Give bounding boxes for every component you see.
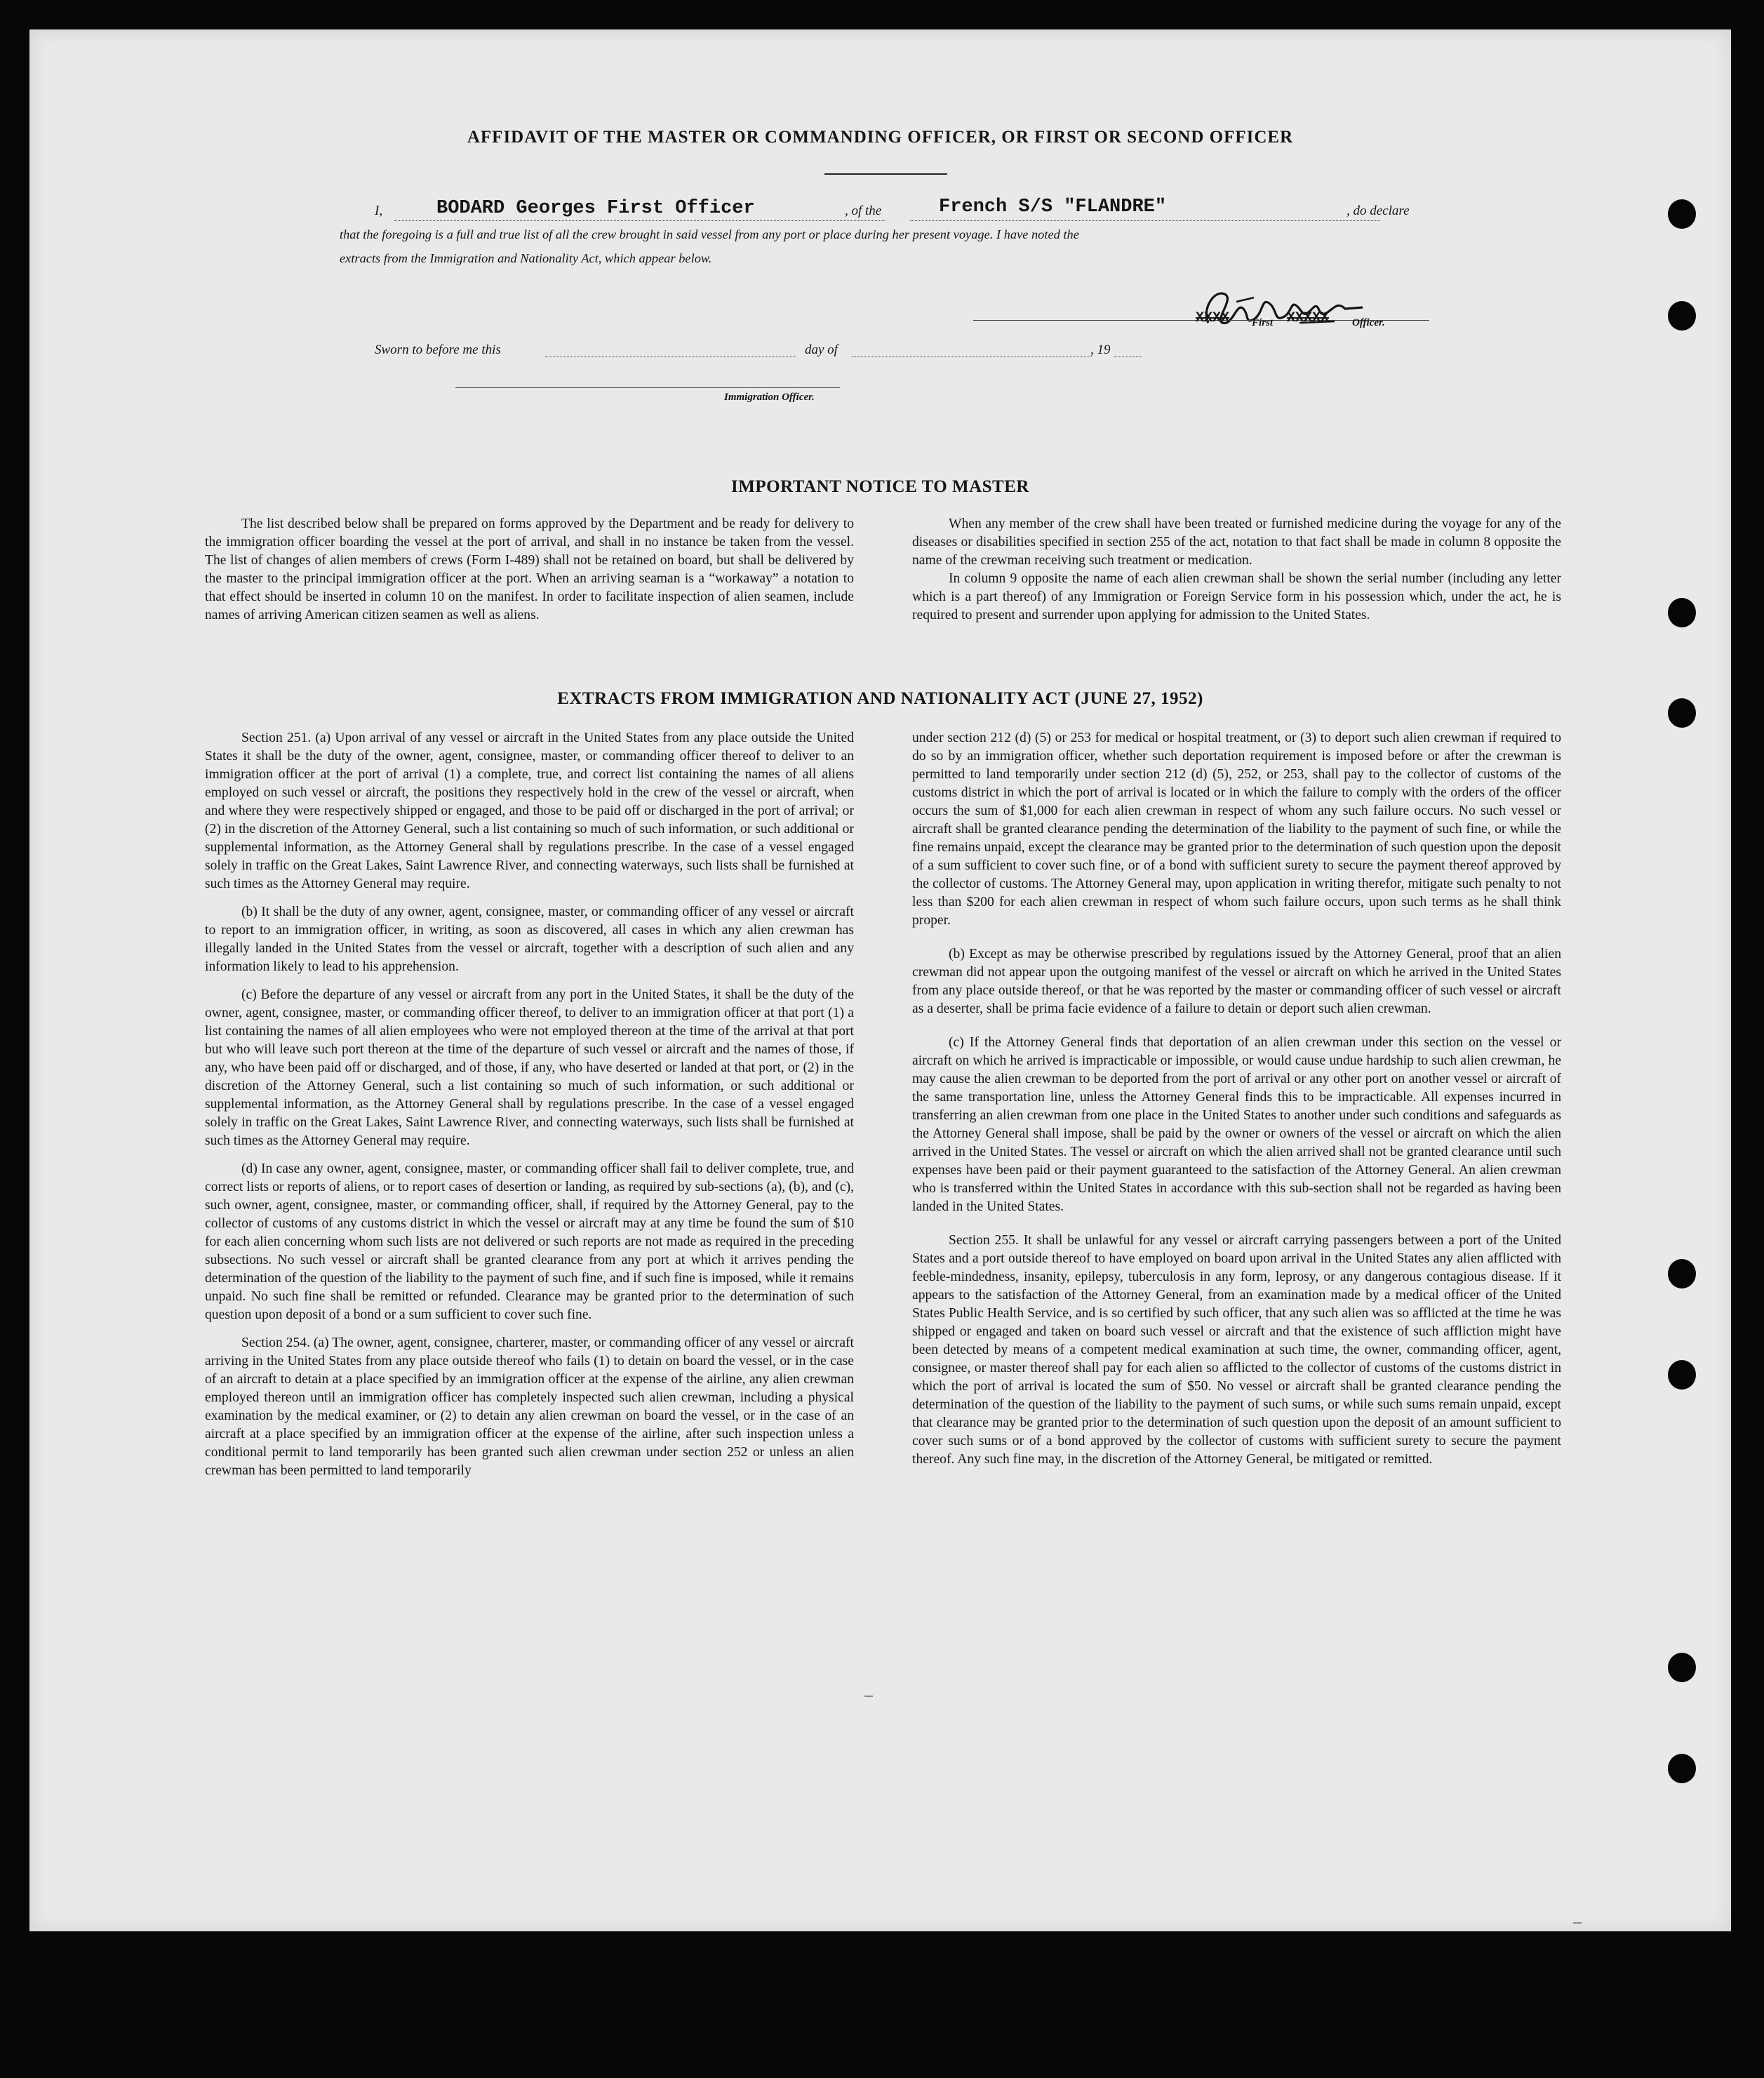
extracts-left-column <box>205 729 854 1480</box>
do-declare-label: , do declare <box>1347 204 1410 218</box>
title-underline <box>824 173 947 175</box>
signature-officer-label: Officer. <box>1352 317 1385 328</box>
notice-right-column <box>912 515 1561 625</box>
act-section: (b) Except as may be otherwise prescribed by regulations issued by the Attorney General, proof that an alien crewman did not appear upon the outgoing manifest of the vessel or aircraft on which he arrived in the United States from any place outside thereof, or that he was reported by the master or commanding officer of such vessel or aircraft as a deserter, shall be prima facie evidence of a failure to detain or deport such alien crewman. <box>912 947 1561 1016</box>
year-label: , 19 <box>1090 342 1111 357</box>
act-section: (c) If the Attorney General finds that deportation of an alien crewman under this section on the vessel or aircraft on which he arrived is impracticable or impossible, or would cause undue hardship to such alien crewman, he may cause the alien crewman to be deported from the port of arrival or any other port on another vessel or aircraft of the same transportation line, unless the Attorney General finds this to be impracticable. All expenses incurred in transferring an alien crewman from one place in the United States to another under such conditions and safeguards as the Attorney General shall impose, shall be paid by the owner or owners of the vessel or aircraft on which the alien arrived in the United States. The vessel or aircraft on which the alien arrived shall not be granted clearance until such expenses have been paid or their payment guaranteed to the satisfaction of the Attorney General. An alien crewman who is transferred within the United States in accordance with this sub-section shall not be regarded as having been landed in the United States. <box>912 1035 1561 1214</box>
margin-mark <box>1573 1922 1582 1924</box>
margin-mark <box>864 1696 873 1697</box>
signature-first-label: First <box>1252 317 1274 328</box>
day-of-label: day of <box>805 342 838 357</box>
punch-hole <box>1668 1360 1696 1390</box>
act-section: Section 254. (a) The owner, agent, consignee, charterer, master, or commanding officer of any vessel or aircraft arriving in the United States from any place outside thereof who fails (1) to detain on board the vessel, or in the case of an aircraft to detain at a place specified by an immigration officer at the expense of the airline, any alien crewman employed thereon until an immigration officer has completely inspected such alien crewman, including a physical examination by the medical examiner, or (2) to detain any alien crewman on board the vessel, or in the case of an aircraft at a place specified by an immigration officer at the expense of the airline, after such inspection unless a conditional permit to land temporarily has been granted such alien crewman under section 252 or unless an alien crewman has been permitted to land temporarily <box>205 1336 854 1478</box>
officer-name-field: BODARD Georges First Officer <box>436 198 755 219</box>
vessel-line <box>910 220 1380 221</box>
notice-paragraph: When any member of the crew shall have been treated or furnished medicine during the voyage for any of the diseases or disabilities specified in section 255 of the act, notation to that fact shall be made in column 8 opposite the name of the crewman receiving such treatment or medication. <box>912 517 1561 568</box>
declaration-i: I, <box>375 204 383 218</box>
immigration-officer-line <box>455 387 840 388</box>
notice-left-column <box>205 515 854 625</box>
punch-hole <box>1668 1754 1696 1783</box>
immigration-officer-label: Immigration Officer. <box>724 392 815 403</box>
notice-paragraph: The list described below shall be prepared on forms approved by the Department and be ready for delivery to the immigration officer boarding the vessel at the port of arrival, and shall in no instance be taken from the vessel. The list of changes of alien members of crews (Form I-489) shall not be retained on board, but shall be delivered by the master to the principal immigration officer at the port. When an arriving seaman is a “workaway” a notation to that effect should be inserted in column 10 on the manifest. In order to facilitate inspection of alien seamen, include names of arriving American citizen seamen as well as aliens. <box>205 517 854 622</box>
struck-text: XXXXX <box>1287 310 1330 326</box>
vessel-name-field: French S/S "FLANDRE" <box>939 197 1167 218</box>
struck-text: XXXX <box>1196 310 1230 326</box>
punch-hole <box>1668 1653 1696 1682</box>
declaration-line-2: that the foregoing is a full and true list of all the crew brought in said vessel from any port or place during her present voyage. I have noted the <box>340 227 1079 241</box>
extracts-right-column <box>912 729 1561 1469</box>
punch-hole <box>1668 301 1696 331</box>
of-the-label: , of the <box>845 204 882 218</box>
act-section: (d) In case any owner, agent, consignee, master, or commanding officer shall fail to deliver complete, true, and correct lists or reports of aliens, or to report cases of desertion or landing, as required by sub-sections (a), (b), and (c), such owner, agent, consignee, master, or commanding officer, shall, if required by the Attorney General, pay to the collector of customs of any customs district in which the vessel or aircraft may at any time be found the sum of $10 for each alien concerning whom such lists are not delivered or such reports are not made as required in the preceding subsections. No such vessel or aircraft shall be granted clearance from any port at which it arrives pending the determination of the question of the liability to the payment of such fine, and if such fine is imposed, while it remains unpaid. No such fine shall be remitted or refunded. Clearance may be granted prior to the determination of such question upon deposit of a bond or a sum sufficient to cover such fine. <box>205 1161 854 1322</box>
notice-title: IMPORTANT NOTICE TO MASTER <box>731 477 1029 496</box>
punch-hole <box>1668 199 1696 229</box>
act-section: Section 251. (a) Upon arrival of any vessel or aircraft in the United States from any place outside the United States it shall be the duty of the owner, agent, consignee, master, or commanding officer thereof to deliver to an immigration officer at the port of arrival (1) a complete, true, and correct list containing the names of all aliens employed on such vessel or aircraft, the positions they respectively hold in the crew of the vessel or aircraft, when and where they were respectively shipped or engaged, and those to be paid off or discharged in the port of arrival; or (2) in the discretion of the Attorney General, such a list containing so much of such information, or such additional or supplemental information, as the Attorney General shall by regulations prescribe. In the case of a vessel engaged solely in traffic on the Great Lakes, Saint Lawrence River, and connecting waterways, such lists shall be furnished at such times as the Attorney General may require. <box>205 731 854 891</box>
act-section: (c) Before the departure of any vessel or aircraft from any port in the United States, it shall be the duty of the owner, agent, consignee, master, or commanding officer thereof, to deliver to an immigration officer at that port (1) a list containing the names of all alien employees who were not employed thereon at the time of the arrival at that port but who will leave such port thereon at the time of the departure of such vessel or aircraft and the names of those, if any, who have been paid off or discharged, and of those, if any, who have deserted or landed at that port, or (2) in the discretion of the Attorney General, such a list containing so much of such information, or such additional or supplemental information, as the Attorney General shall by regulations prescribe. In the case of a vessel engaged solely in traffic on the Great Lakes, Saint Lawrence River, and connecting waterways, such lists shall be furnished at such times as the Attorney General may require. <box>205 987 854 1148</box>
extracts-title: EXTRACTS FROM IMMIGRATION AND NATIONALITY ACT (JUNE 27, 1952) <box>557 689 1203 708</box>
act-section: (b) It shall be the duty of any owner, agent, consignee, master, or commanding officer of any vessel or aircraft to report to an immigration officer, in writing, as soon as discovered, all cases in which any alien crewman has illegally landed in the United States from the vessel or aircraft, together with a description of such alien and any information likely to lead to his apprehension. <box>205 905 854 974</box>
affidavit-title: AFFIDAVIT OF THE MASTER OR COMMANDING OFFICER, OR FIRST OR SECOND OFFICER <box>467 128 1294 147</box>
name-line <box>394 220 886 221</box>
punch-hole <box>1668 598 1696 627</box>
document-page <box>29 29 1731 1931</box>
punch-hole <box>1668 1259 1696 1288</box>
act-section: under section 212 (d) (5) or 253 for medical or hospital treatment, or (3) to deport such alien crewman if required to do so by an immigration officer, whether such deportation requirement is imposed before or after the crewman is permitted to land temporarily under section 212 (d) (5), 252, or 253, shall pay to the collector of customs of the customs district in which the port of arrival is located or in which the failure to comply with the orders of the officer occurs the sum of $1,000 for each alien crewman in respect of whom any such failure occurs. No such vessel or aircraft shall be granted clearance pending the determination of the liability to the payment of such fine, or while the fine remains unpaid, except the clearance may be granted prior to the determination of such question upon the deposit of a sum sufficient to cover such fine, or of a bond with sufficient surety to secure the payment thereof approved by the collector of customs. The Attorney General may, upon application in writing therefor, mitigate such penalty to not less than $200 for each alien crewman in respect of whom such failure occurs, upon such terms as he shall think proper. <box>912 731 1561 928</box>
declaration-line-3: extracts from the Immigration and Nationality Act, which appear below. <box>340 251 712 265</box>
act-section: Section 255. It shall be unlawful for any vessel or aircraft carrying passengers between a port of the United States and a port outside thereof to have employed on board upon arrival in the United States any alien afflicted with feeble-mindedness, insanity, epilepsy, tuberculosis in any form, leprosy, or any dangerous contagious disease. If it appears to the satisfaction of the Attorney General, from an examination made by a medical officer of the United States Public Health Service, and is so certified by such officer, that any such alien was so afflicted at the time he was shipped or engaged and taken on board such vessel or aircraft and that the existence of such affliction might have been detected by means of a competent medical examination at such time, the owner, commanding officer, agent, consignee, or master thereof shall pay for each alien so afflicted to the collector of customs of the customs district in which the port of arrival is located the sum of $50. No vessel or aircraft shall be granted clearance pending the determination of the question of the liability to the payment of such sums, or while such sums remain unpaid, except that clearance may be granted prior to the determination of such question upon the deposit of an amount sufficient to cover such sums or of a bond approved by the collector of customs with sufficient surety to secure the payment thereof. Any such fine may, in the discretion of the Attorney General, be mitigated or remitted. <box>912 1233 1561 1467</box>
sworn-label: Sworn to before me this <box>375 342 501 357</box>
officer-signature <box>1194 281 1377 337</box>
notice-paragraph: In column 9 opposite the name of each alien crewman shall be shown the serial number (including any letter which is a part thereof) of any Immigration or Foreign Service form in his possession which, under the act, he is required to present and surrender upon applying for admission to the United States. <box>912 571 1561 622</box>
